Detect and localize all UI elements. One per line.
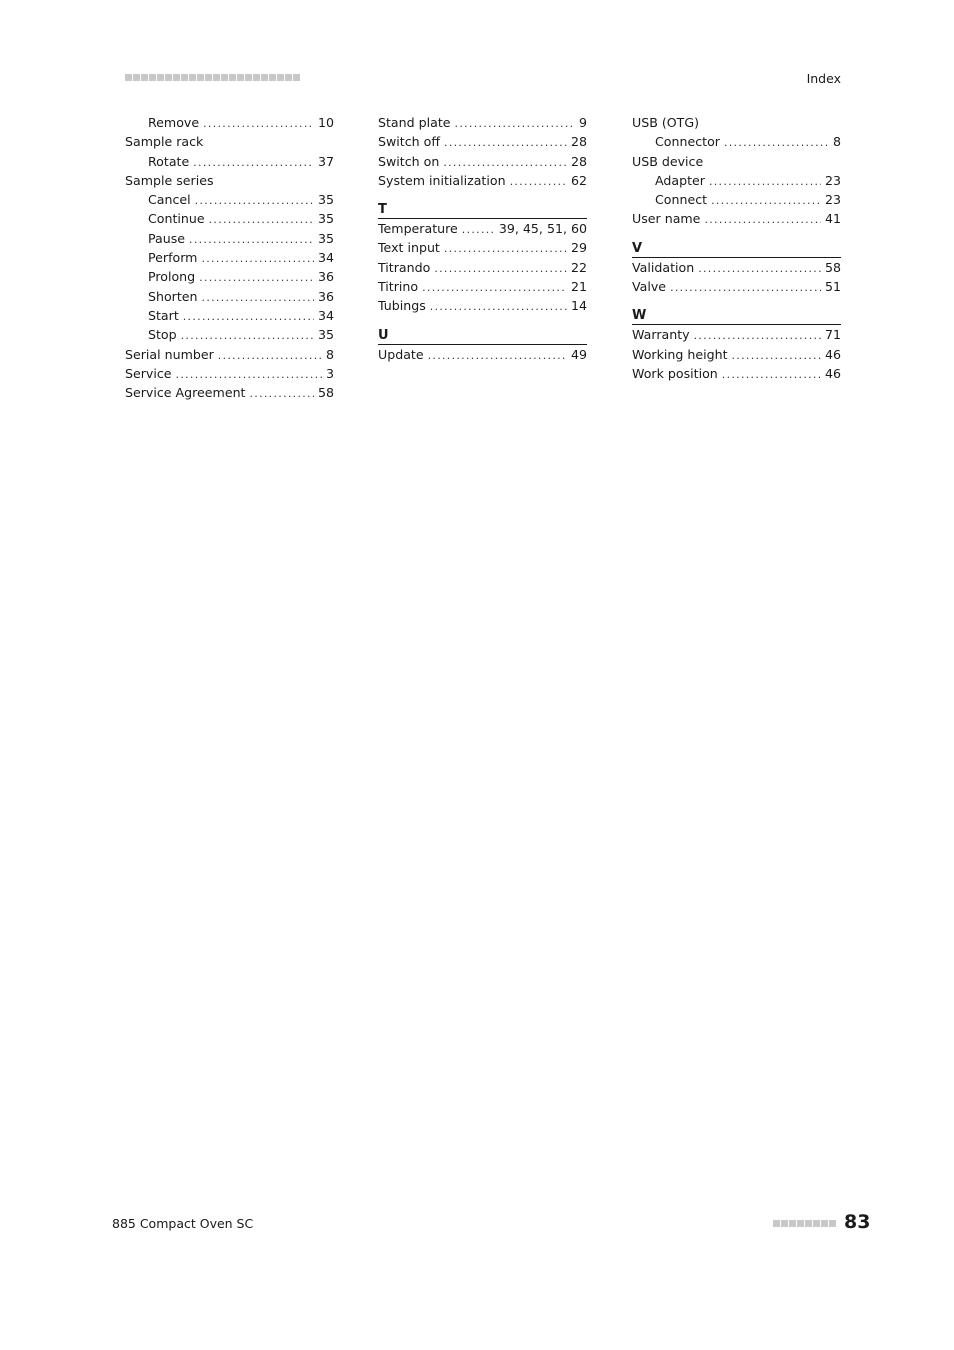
dot-leader <box>201 249 314 267</box>
index-subentry <box>125 152 334 171</box>
entry-page-ref: 9 <box>578 115 587 130</box>
entry-label: Perform <box>148 250 198 266</box>
square-bullet <box>261 74 268 81</box>
index-entry <box>125 171 334 190</box>
index-entry <box>378 296 587 315</box>
dot-leader <box>670 278 821 296</box>
dot-leader <box>443 153 567 171</box>
square-bullet <box>285 74 292 81</box>
entry-page-ref: 28 <box>570 153 587 169</box>
dot-leader <box>181 326 314 344</box>
dot-leader <box>203 114 314 132</box>
entry-page-ref: 37 <box>317 153 334 169</box>
dot-leader <box>202 288 314 306</box>
dot-leader <box>193 153 314 171</box>
entry-page-ref: 58 <box>824 259 841 275</box>
entry-page-ref: 35 <box>317 327 334 343</box>
index-entry <box>378 219 587 238</box>
square-bullet <box>189 74 196 81</box>
entry-page-ref: 35 <box>317 192 334 208</box>
index-letter-heading: T <box>378 202 587 219</box>
dot-leader <box>698 259 821 277</box>
dot-leader <box>704 210 821 228</box>
entry-label: Work position <box>632 365 718 381</box>
index-subentry <box>632 132 841 151</box>
square-bullet <box>821 1220 828 1227</box>
index-subentry <box>632 190 841 209</box>
index-subentry <box>125 229 334 248</box>
index-entry <box>125 383 334 402</box>
square-bullet <box>125 74 132 81</box>
dot-leader <box>724 133 829 151</box>
dot-leader <box>209 210 314 228</box>
entry-label: Connect <box>655 192 708 208</box>
page-number: 83 <box>844 1211 871 1233</box>
dot-leader <box>183 307 314 325</box>
header-section-title: Index <box>806 71 841 86</box>
square-bullet <box>181 74 188 81</box>
dot-leader <box>462 220 495 238</box>
entry-label: Start <box>148 307 179 323</box>
index-entry <box>632 364 841 383</box>
entry-label: Titrino <box>378 279 419 295</box>
square-bullet <box>229 74 236 81</box>
entry-page-ref: 23 <box>824 192 841 208</box>
square-bullet <box>253 74 260 81</box>
header-decoration <box>125 74 300 82</box>
index-subentry <box>125 209 334 228</box>
entry-label: Serial number <box>125 346 214 362</box>
dot-leader <box>218 346 322 364</box>
entry-label: Service Agreement <box>125 385 246 401</box>
index-entry <box>378 238 587 257</box>
entry-page-ref: 49 <box>570 346 587 362</box>
entry-page-ref: 39, 45, 51, 60 <box>498 221 587 237</box>
dot-leader <box>428 346 567 364</box>
entry-page-ref: 51 <box>824 279 841 295</box>
entry-label: Text input <box>378 240 440 256</box>
dot-leader <box>250 384 314 402</box>
square-bullet <box>805 1220 812 1227</box>
square-bullet <box>269 74 276 81</box>
square-bullet <box>829 1220 836 1227</box>
index-subentry <box>125 190 334 209</box>
dot-leader <box>444 239 567 257</box>
entry-page-ref: 36 <box>317 269 334 285</box>
square-bullet <box>157 74 164 81</box>
dot-leader <box>195 191 314 209</box>
entry-label: Prolong <box>148 269 196 285</box>
dot-leader <box>711 191 821 209</box>
dot-leader <box>510 172 567 190</box>
entry-label: Cancel <box>148 192 191 208</box>
dot-leader <box>694 326 821 344</box>
index-entry <box>632 325 841 344</box>
entry-label: Remove <box>148 115 200 130</box>
index-entry <box>632 152 841 171</box>
entry-label: Stop <box>148 327 177 343</box>
entry-page-ref: 41 <box>824 211 841 227</box>
square-bullet <box>237 74 244 81</box>
index-entry <box>632 209 841 228</box>
square-bullet <box>197 74 204 81</box>
entry-page-ref: 35 <box>317 211 334 227</box>
entry-label: Tubings <box>378 298 426 314</box>
entry-page-ref: 71 <box>824 327 841 343</box>
index-subentry <box>125 325 334 344</box>
entry-label: System initialization <box>378 172 506 188</box>
index-entry <box>125 345 334 364</box>
entry-label: Sample series <box>125 172 214 188</box>
square-bullet <box>205 74 212 81</box>
square-bullet <box>277 74 284 81</box>
index-letter-heading: V <box>632 241 841 258</box>
index-entry <box>378 345 587 364</box>
square-bullet <box>213 74 220 81</box>
index-entry <box>378 258 587 277</box>
square-bullet <box>141 74 148 81</box>
square-bullet <box>773 1220 780 1227</box>
entry-label: USB device <box>632 153 704 169</box>
index-letter-heading: U <box>378 328 587 345</box>
square-bullet <box>789 1220 796 1227</box>
entry-page-ref: 29 <box>570 240 587 256</box>
index-column-2 <box>378 113 587 364</box>
entry-label: Sample rack <box>125 134 204 150</box>
entry-label: Continue <box>148 211 205 227</box>
entry-page-ref: 14 <box>570 298 587 314</box>
index-entry <box>632 277 841 296</box>
dot-leader <box>189 230 314 248</box>
entry-page-ref: 62 <box>570 172 587 188</box>
entry-page-ref: 58 <box>317 385 334 401</box>
entry-label: Titrando <box>378 259 431 275</box>
square-bullet <box>173 74 180 81</box>
index-entry <box>378 171 587 190</box>
entry-label: Valve <box>632 279 667 295</box>
entry-page-ref: 34 <box>317 250 334 266</box>
entry-label: Update <box>378 346 424 362</box>
square-bullet <box>149 74 156 81</box>
footer-decoration <box>773 1220 836 1227</box>
index-entry <box>632 258 841 277</box>
entry-label: User name <box>632 211 701 227</box>
dot-leader <box>732 346 821 364</box>
index-entry <box>632 113 841 132</box>
entry-page-ref: 8 <box>325 346 334 362</box>
entry-page-ref: 21 <box>570 279 587 295</box>
square-bullet <box>221 74 228 81</box>
dot-leader <box>709 172 821 190</box>
entry-label: Validation <box>632 259 695 275</box>
entry-page-ref: 3 <box>325 365 334 381</box>
square-bullet <box>165 74 172 81</box>
entry-label: Switch off <box>378 134 441 150</box>
dot-leader <box>430 297 567 315</box>
entry-label: Temperature <box>378 221 458 237</box>
entry-label: Connector <box>655 134 720 150</box>
entry-label: Working height <box>632 346 728 362</box>
entry-page-ref: 23 <box>824 172 841 188</box>
dot-leader <box>455 114 575 132</box>
entry-page-ref: 46 <box>824 365 841 381</box>
dot-leader <box>444 133 567 151</box>
index-column-1 <box>125 113 334 402</box>
index-letter-heading: W <box>632 308 841 325</box>
footer-product-name: 885 Compact Oven SC <box>112 1216 254 1231</box>
entry-page-ref: 35 <box>317 230 334 246</box>
index-entry <box>378 277 587 296</box>
entry-label: Switch on <box>378 153 440 169</box>
square-bullet <box>813 1220 820 1227</box>
index-entry <box>378 113 587 132</box>
index-subentry <box>125 306 334 325</box>
entry-page-ref: 10 <box>317 115 334 130</box>
square-bullet <box>245 74 252 81</box>
index-entry <box>378 152 587 171</box>
square-bullet <box>781 1220 788 1227</box>
entry-label: Shorten <box>148 288 198 304</box>
index-subentry <box>125 248 334 267</box>
index-subentry <box>125 267 334 286</box>
entry-label: Adapter <box>655 172 705 188</box>
index-entry <box>125 132 334 151</box>
entry-label: Pause <box>148 230 186 246</box>
square-bullet <box>293 74 300 81</box>
dot-leader <box>434 259 567 277</box>
entry-label: Rotate <box>148 153 190 169</box>
entry-label: Service <box>125 365 172 381</box>
dot-leader <box>199 268 314 286</box>
index-column-3 <box>632 113 841 383</box>
entry-page-ref: 8 <box>832 134 841 150</box>
index-subentry <box>125 113 334 132</box>
index-entry <box>125 364 334 383</box>
index-subentry <box>125 287 334 306</box>
entry-page-ref: 46 <box>824 346 841 362</box>
dot-leader <box>722 365 821 383</box>
index-entry <box>378 132 587 151</box>
index-entry <box>632 345 841 364</box>
index-subentry <box>632 171 841 190</box>
dot-leader <box>176 365 322 383</box>
square-bullet <box>797 1220 804 1227</box>
square-bullet <box>133 74 140 81</box>
entry-page-ref: 36 <box>317 288 334 304</box>
entry-page-ref: 34 <box>317 307 334 323</box>
entry-label: USB (OTG) <box>632 115 700 130</box>
dot-leader <box>422 278 567 296</box>
entry-page-ref: 22 <box>570 259 587 275</box>
entry-page-ref: 28 <box>570 134 587 150</box>
entry-label: Warranty <box>632 327 690 343</box>
entry-label: Stand plate <box>378 115 451 130</box>
